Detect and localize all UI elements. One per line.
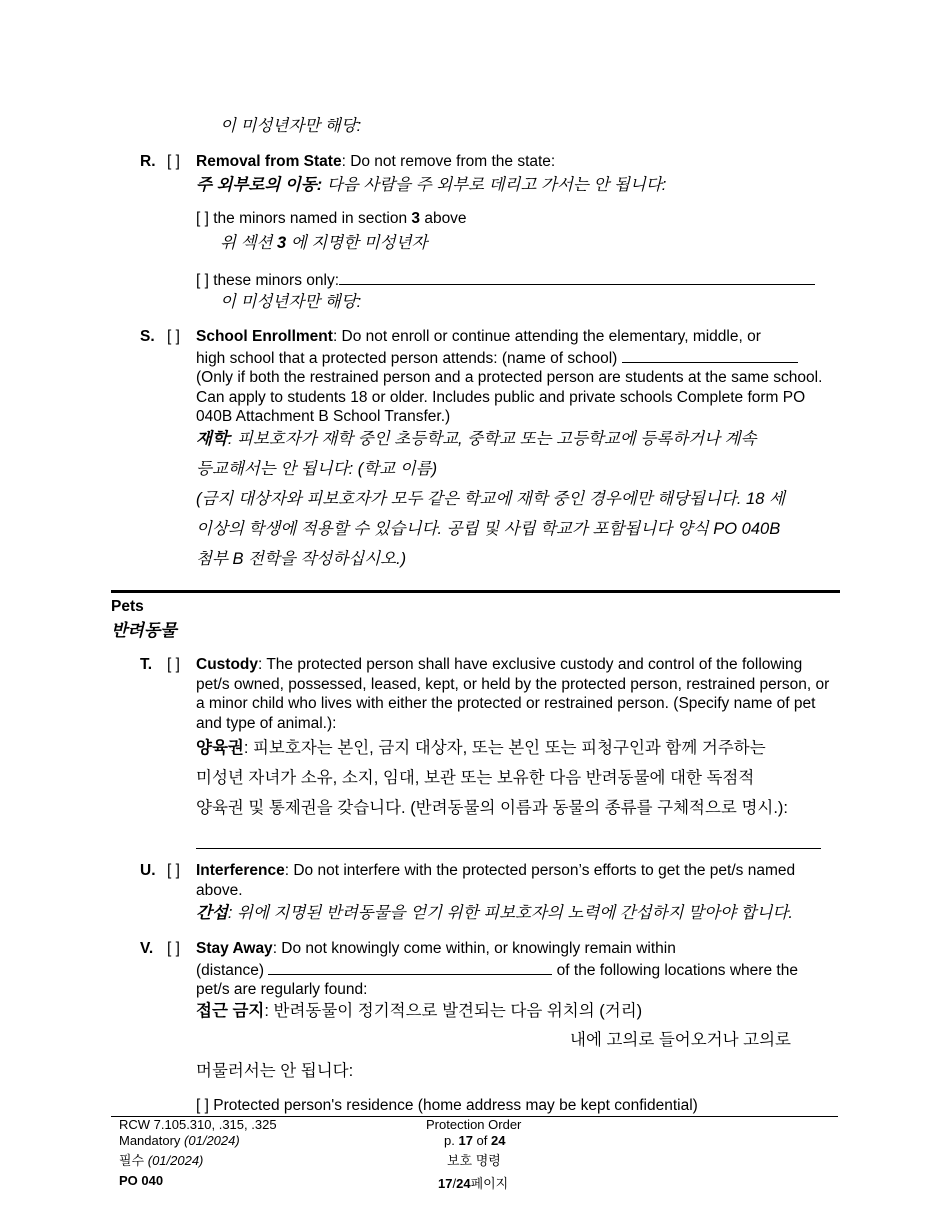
school-name-line[interactable] xyxy=(622,347,798,363)
option-1-ko-number: 3 xyxy=(277,234,287,252)
section-s-body-1: : Do not enroll or continue attending the elementary, middle, or xyxy=(332,328,761,345)
section-u-ko xyxy=(196,903,846,923)
section-t-ko-line-2: 미성년 자녀가 소유, 소지, 임대, 보관 또는 보유한 다음 반려동물에 대한 독점적 xyxy=(196,769,755,787)
section-t-body: : The protected person shall have exclusive custody and control of the following pet/s owned, possessed, leased, kept, or held by the protected person, restrained person, or a minor child who lives with either the protected or restrained person. (Specify name of pet and type of animal.): xyxy=(196,656,830,732)
option-1-label-end: above xyxy=(420,210,467,227)
section-r-ko-body: 다음 사람을 주 외부로 데리고 가서는 안 됩니다: xyxy=(322,176,667,194)
section-s-ko-line-5: 첨부 B 전학을 작성하십시오.) xyxy=(196,550,407,568)
footer-page-ko-total: 24 xyxy=(456,1176,471,1191)
section-t-ko-line-3: 양육권 및 통제권을 갖습니다. (반려동물의 이름과 동물의 종류를 구체적으로 명시.): xyxy=(196,799,788,817)
section-v-body-2-end: of the following locations where the xyxy=(552,961,798,979)
section-v-body-1: : Do not knowingly come within, or knowingly remain within xyxy=(272,940,676,957)
footer-page-ko-number: 17 xyxy=(438,1176,453,1191)
section-letter-r: R. xyxy=(140,153,156,170)
section-t-ko xyxy=(196,733,846,823)
section-r-option-1[interactable] xyxy=(196,209,832,229)
section-s-ko xyxy=(196,424,846,574)
section-t-text xyxy=(196,655,832,733)
section-u-body: : Do not interfere with the protected person’s efforts to get the pet/s named above. xyxy=(196,862,796,899)
footer-title: Protection Order xyxy=(426,1117,522,1132)
minors-name-line[interactable] xyxy=(339,269,815,285)
section-s-title: School Enrollment xyxy=(196,328,333,345)
section-divider xyxy=(111,590,840,593)
option-1-label: [ ] the minors named in section xyxy=(196,210,412,227)
section-v-option-residence[interactable]: [ ] Protected person's residence (home address may be kept confidential) xyxy=(196,1097,698,1114)
section-r-option-2-ko: 이 미성년자만 해당: xyxy=(220,293,362,311)
section-u-ko-body: : 위에 지명된 반려동물을 얻기 위한 피보호자의 노력에 간섭하지 말아야 합니다. xyxy=(227,904,793,922)
section-v-ko-line-1: : 반려동물이 정기적으로 발견되는 다음 위치의 (거리) xyxy=(264,1002,643,1020)
pets-heading: Pets xyxy=(111,598,144,615)
section-u-title: Interference xyxy=(196,862,285,879)
section-v-title: Stay Away xyxy=(196,940,273,957)
footer-page-total: 24 xyxy=(491,1133,506,1148)
footer-page-ko-suffix: 페이지 xyxy=(470,1176,509,1191)
section-s-text xyxy=(196,327,832,427)
section-r-option-1-ko xyxy=(220,233,427,253)
checkbox-s[interactable]: [ ] xyxy=(167,328,180,345)
section-t-ko-line-1: : 피보호자는 본인, 금지 대상자, 또는 본인 또는 피청구인과 함께 거주하는 xyxy=(243,739,766,757)
option-2-label: [ ] these minors only: xyxy=(196,272,340,289)
section-r-option-2[interactable] xyxy=(196,269,832,291)
section-r-body: : Do not remove from the state: xyxy=(341,153,556,170)
footer-mandatory-date: (01/2024) xyxy=(184,1133,240,1148)
section-r-ko xyxy=(196,175,832,195)
footer-mandatory-label: Mandatory xyxy=(119,1133,185,1148)
section-letter-s: S. xyxy=(140,328,155,345)
section-u-ko-title: 간섭 xyxy=(196,904,228,922)
footer-page-ko xyxy=(438,1176,508,1192)
section-u-text xyxy=(196,861,832,900)
section-s-ko-line-2: 등교해서는 안 됩니다: (학교 이름) xyxy=(196,460,438,478)
footer-page-prefix: p. xyxy=(444,1133,459,1148)
checkbox-t[interactable]: [ ] xyxy=(167,656,180,673)
footer-page xyxy=(444,1133,505,1149)
section-v-body-2-start: (distance) xyxy=(196,961,269,979)
footer-mandatory-ko-date: (01/2024) xyxy=(147,1153,204,1168)
checkbox-v[interactable]: [ ] xyxy=(167,940,180,957)
footer-page-of: of xyxy=(472,1133,492,1148)
section-s-ko-line-4: 이상의 학생에 적용할 수 있습니다. 공립 및 사립 학교가 포함됩니다 양식 PO 040B xyxy=(196,520,781,538)
footer-page-ko-separator: / xyxy=(452,1176,457,1191)
section-s-body-3: (Only if both the restrained person and a protected person are students at the same school. Can apply to students 18 or older. Includes public and private schools Complete form PO 040B Attachment B School Transfer.) xyxy=(196,369,823,425)
section-v-ko-2: 내에 고의로 들어오거나 고의로 xyxy=(570,1031,791,1049)
section-s-ko-line-3: (금지 대상자와 피보호자가 모두 같은 학교에 재학 중인 경우에만 해당됩니다. 18 세 xyxy=(196,490,785,508)
section-v-ko-3: 머물러서는 안 됩니다: xyxy=(196,1062,354,1080)
footer-rcw: RCW 7.105.310, .315, .325 xyxy=(119,1117,277,1132)
section-t-ko-title: 양육권 xyxy=(196,739,244,757)
section-s-ko-line-1: : 피보호자가 재학 중인 초등학교, 중학교 또는 고등학교에 등록하거나 계속 xyxy=(227,430,757,448)
minors-only-note-ko: 이 미성년자만 해당: xyxy=(220,117,362,135)
section-r-title: Removal from State xyxy=(196,153,342,170)
section-r-text xyxy=(196,152,832,172)
footer-mandatory-ko-label: 필수 xyxy=(119,1153,148,1168)
checkbox-u[interactable]: [ ] xyxy=(167,862,180,879)
section-v-ko-1 xyxy=(196,1001,846,1021)
checkbox-r[interactable]: [ ] xyxy=(167,153,180,170)
footer-form-number: PO 040 xyxy=(119,1173,164,1188)
section-letter-v: V. xyxy=(140,940,154,957)
section-letter-t: T. xyxy=(140,656,153,673)
section-v-body-3: pet/s are regularly found: xyxy=(196,981,368,998)
section-r-ko-title: 주 외부로의 이동: xyxy=(196,176,323,194)
pet-specification-line[interactable] xyxy=(196,848,821,849)
option-1-ko-label-end: 에 지명한 미성년자 xyxy=(286,234,428,252)
section-s-ko-title: 재학 xyxy=(196,430,228,448)
footer-mandatory-ko xyxy=(119,1153,203,1169)
footer-mandatory xyxy=(119,1133,240,1149)
footer-page-number: 17 xyxy=(458,1133,473,1148)
section-t-title: Custody xyxy=(196,656,258,673)
section-letter-u: U. xyxy=(140,862,156,879)
option-1-ko-label: 위 섹션 xyxy=(220,234,277,252)
pets-heading-ko: 반려동물 xyxy=(111,621,177,640)
option-1-section-number: 3 xyxy=(411,210,421,227)
section-v-text xyxy=(196,939,832,1000)
footer-title-ko: 보호 명령 xyxy=(447,1153,501,1168)
section-s-body-2: high school that a protected person attends: (name of school) xyxy=(196,349,622,367)
section-v-ko-title: 접근 금지 xyxy=(196,1002,265,1020)
distance-line[interactable] xyxy=(268,959,552,975)
